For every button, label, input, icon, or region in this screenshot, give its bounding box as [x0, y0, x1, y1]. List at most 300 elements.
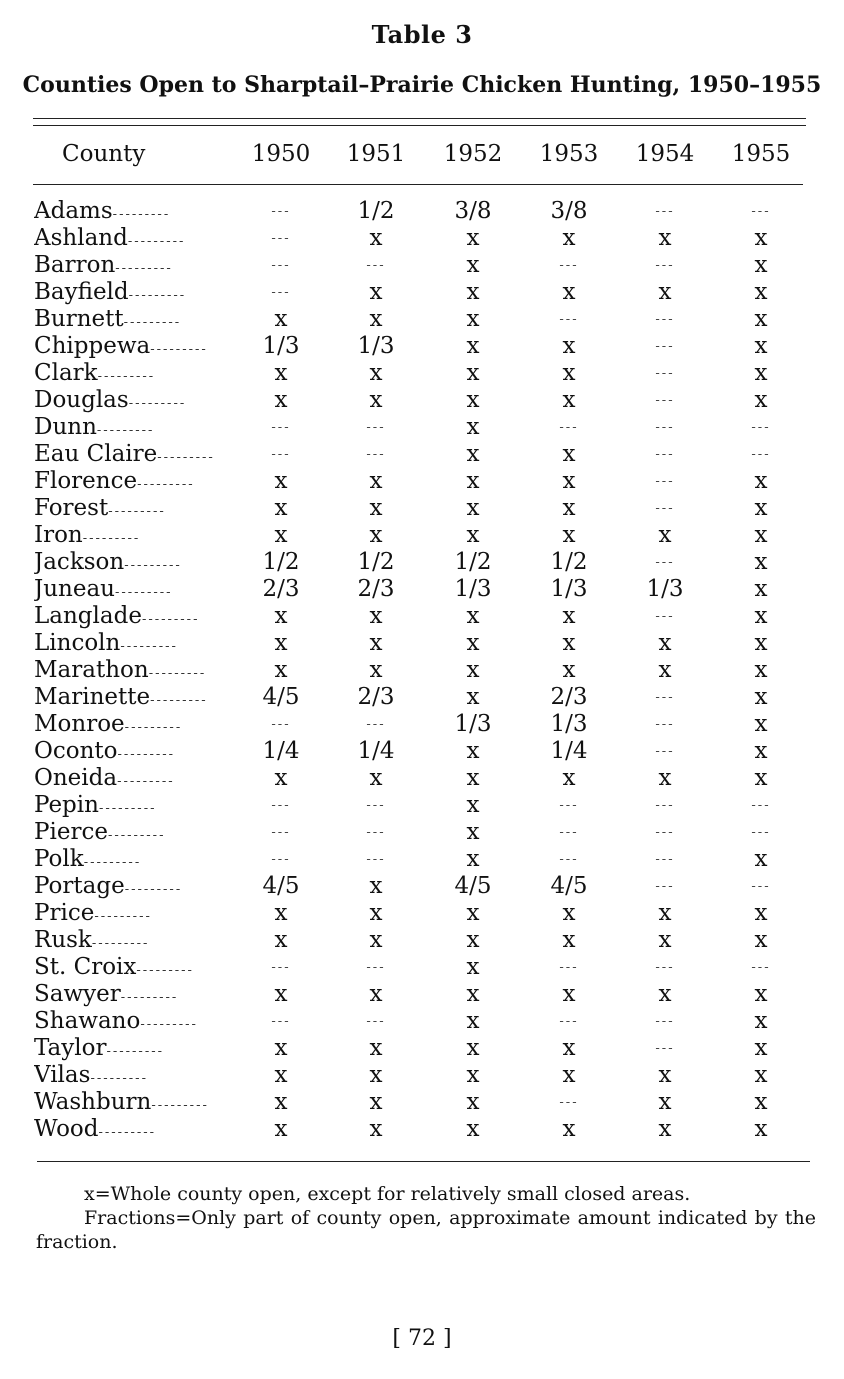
year-cell-1953: --- [559, 825, 579, 840]
year-cell-1952: x [466, 306, 480, 332]
year-cell-1951: 2/3 [357, 684, 395, 710]
leader-dots: --------- [150, 342, 208, 357]
year-cell-1953: x [562, 900, 576, 926]
county-label: Monroe [34, 711, 125, 737]
year-cell-1951: --- [366, 960, 386, 975]
leader-dots: --------- [97, 369, 156, 384]
year-cell-1950: --- [271, 420, 291, 435]
year-cell-1954: x [658, 657, 672, 683]
year-cell-1951: x [369, 1089, 383, 1115]
leader-dots: --------- [83, 855, 142, 870]
column-header-1955: 1955 [731, 141, 791, 167]
year-cell-1950: x [274, 603, 288, 629]
county-label: Juneau [34, 576, 115, 602]
leader-dots: --------- [128, 396, 187, 411]
year-cell-1954: --- [655, 717, 675, 732]
year-cell-1951: x [369, 873, 383, 899]
leader-dots: --------- [117, 774, 175, 789]
county-name [34, 279, 234, 309]
county-label: Florence [34, 468, 138, 494]
table-row [0, 306, 844, 333]
note-fractions: Fractions=Only part of county open, approximate amount indicated by the fraction. [36, 1207, 816, 1253]
year-cell-1952: x [466, 684, 480, 710]
year-cell-1955: --- [751, 960, 771, 975]
year-cell-1953: x [562, 765, 576, 791]
leader-dots: --------- [150, 693, 208, 708]
year-cell-1954: --- [655, 420, 675, 435]
county-label: Langlade [34, 603, 142, 629]
table-row [0, 252, 844, 279]
year-cell-1952: x [466, 738, 480, 764]
year-cell-1955: x [754, 252, 768, 278]
leader-dots: --------- [148, 666, 207, 681]
year-cell-1950: --- [271, 798, 291, 813]
year-cell-1953: --- [559, 312, 579, 327]
leader-dots: --------- [136, 963, 194, 978]
year-cell-1950: --- [271, 204, 291, 219]
table-row [0, 198, 844, 225]
county-name [34, 333, 234, 363]
county-label: Polk [34, 846, 84, 872]
year-cell-1950: x [274, 927, 288, 953]
table-row [0, 846, 844, 873]
leader-dots: --------- [124, 558, 182, 573]
year-cell-1953: x [562, 360, 576, 386]
county-name [34, 981, 234, 1011]
year-cell-1955: x [754, 603, 768, 629]
year-cell-1955: x [754, 522, 768, 548]
year-cell-1955: x [754, 549, 768, 575]
year-cell-1955: x [754, 846, 768, 872]
year-cell-1952: x [466, 252, 480, 278]
year-cell-1955: x [754, 900, 768, 926]
year-cell-1954: --- [655, 879, 675, 894]
year-cell-1952: x [466, 765, 480, 791]
leader-dots: --------- [82, 531, 141, 546]
year-cell-1951: x [369, 495, 383, 521]
table-row [0, 792, 844, 819]
year-cell-1953: 4/5 [550, 873, 588, 899]
county-label: Pierce [34, 819, 108, 845]
county-name [34, 1089, 234, 1119]
year-cell-1951: --- [366, 420, 386, 435]
leader-dots: --------- [124, 720, 183, 735]
year-cell-1952: x [466, 954, 480, 980]
table-row [0, 1089, 844, 1116]
year-cell-1955: x [754, 225, 768, 251]
year-cell-1955: x [754, 1008, 768, 1034]
year-cell-1953: --- [559, 420, 579, 435]
year-cell-1951: x [369, 765, 383, 791]
leader-dots: --------- [120, 639, 178, 654]
year-cell-1954: --- [655, 825, 675, 840]
year-cell-1951: x [369, 603, 383, 629]
county-label: Oneida [34, 765, 118, 791]
year-cell-1955: --- [751, 825, 771, 840]
table-header [0, 141, 844, 177]
year-cell-1953: x [562, 1035, 576, 1061]
year-cell-1953: 1/2 [550, 549, 588, 575]
year-cell-1950: --- [271, 285, 291, 300]
year-cell-1953: --- [559, 1014, 579, 1029]
table-notes [36, 1182, 816, 1254]
leader-dots: --------- [91, 936, 150, 951]
header-rule [33, 184, 803, 185]
year-cell-1950: x [274, 468, 288, 494]
table-row [0, 819, 844, 846]
bottom-rule [37, 1161, 810, 1162]
year-cell-1953: x [562, 279, 576, 305]
year-cell-1954: x [658, 981, 672, 1007]
year-cell-1955: --- [751, 879, 771, 894]
year-cell-1952: x [466, 657, 480, 683]
year-cell-1954: x [658, 1062, 672, 1088]
table-label: Table 3 [371, 20, 473, 49]
year-cell-1950: x [274, 1089, 288, 1115]
year-cell-1952: x [466, 1089, 480, 1115]
year-cell-1954: x [658, 279, 672, 305]
table-row [0, 1008, 844, 1035]
leader-dots: --------- [151, 1098, 209, 1113]
year-cell-1952: 3/8 [454, 198, 492, 224]
page-number: [ 72 ] [392, 1326, 452, 1351]
year-cell-1951: x [369, 900, 383, 926]
county-label: Marinette [34, 684, 151, 710]
year-cell-1950: x [274, 306, 288, 332]
year-cell-1951: x [369, 387, 383, 413]
county-label: Bayfield [34, 279, 129, 305]
year-cell-1951: x [369, 1062, 383, 1088]
year-cell-1952: x [466, 603, 480, 629]
year-cell-1951: 1/2 [357, 198, 395, 224]
county-name [34, 765, 234, 795]
year-cell-1952: x [466, 414, 480, 440]
year-cell-1955: x [754, 630, 768, 656]
year-cell-1950: 1/3 [262, 333, 300, 359]
year-cell-1950: x [274, 1062, 288, 1088]
county-label: Washburn [34, 1089, 152, 1115]
county-label: Oconto [34, 738, 118, 764]
county-label: Shawano [34, 1008, 141, 1034]
county-name [34, 225, 234, 255]
year-cell-1951: x [369, 522, 383, 548]
year-cell-1955: --- [751, 204, 771, 219]
year-cell-1953: x [562, 657, 576, 683]
year-cell-1951: --- [366, 717, 386, 732]
county-name [34, 1008, 234, 1038]
year-cell-1955: x [754, 684, 768, 710]
county-label: Clark [34, 360, 98, 386]
county-name [34, 927, 234, 957]
county-label: Wood [34, 1116, 99, 1142]
county-name [34, 252, 234, 282]
year-cell-1951: 1/4 [357, 738, 395, 764]
table-row [0, 630, 844, 657]
table-row [0, 495, 844, 522]
county-label: Vilas [34, 1062, 91, 1088]
county-label: Adams [34, 198, 113, 224]
year-cell-1954: --- [655, 744, 675, 759]
year-cell-1954: --- [655, 1041, 675, 1056]
year-cell-1953: --- [559, 1095, 579, 1110]
year-cell-1952: x [466, 360, 480, 386]
leader-dots: --------- [107, 828, 166, 843]
year-cell-1954: x [658, 1116, 672, 1142]
year-cell-1954: --- [655, 366, 675, 381]
year-cell-1954: x [658, 630, 672, 656]
year-cell-1950: 1/4 [262, 738, 300, 764]
county-name [34, 819, 234, 849]
year-cell-1950: x [274, 360, 288, 386]
leader-dots: --------- [106, 1044, 165, 1059]
year-cell-1950: x [274, 900, 288, 926]
year-cell-1952: x [466, 1062, 480, 1088]
leader-dots: --------- [124, 882, 183, 897]
county-name [34, 441, 234, 471]
county-label: Eau Claire [34, 441, 158, 467]
county-name [34, 711, 234, 741]
year-cell-1954: x [658, 522, 672, 548]
county-name [34, 1062, 234, 1092]
leader-dots: --------- [114, 585, 173, 600]
year-cell-1955: x [754, 387, 768, 413]
year-cell-1950: --- [271, 258, 291, 273]
year-cell-1953: x [562, 225, 576, 251]
year-cell-1950: x [274, 1116, 288, 1142]
column-header-1953: 1953 [539, 141, 599, 167]
county-label: Barron [34, 252, 116, 278]
year-cell-1954: --- [655, 960, 675, 975]
year-cell-1952: x [466, 819, 480, 845]
column-header-1951: 1951 [346, 141, 406, 167]
year-cell-1955: x [754, 1062, 768, 1088]
table-row [0, 1035, 844, 1062]
year-cell-1953: --- [559, 960, 579, 975]
table-body [0, 198, 844, 1143]
county-label: Sawyer [34, 981, 121, 1007]
leader-dots: --------- [141, 612, 200, 627]
county-name [34, 630, 234, 660]
year-cell-1951: --- [366, 825, 386, 840]
leader-dots: --------- [98, 801, 157, 816]
top-rule-second [33, 125, 806, 126]
year-cell-1953: 2/3 [550, 684, 588, 710]
year-cell-1953: x [562, 495, 576, 521]
leader-dots: --------- [128, 288, 187, 303]
year-cell-1952: 1/3 [454, 576, 492, 602]
year-cell-1954: x [658, 1089, 672, 1115]
year-cell-1950: x [274, 1035, 288, 1061]
year-cell-1952: x [466, 225, 480, 251]
year-cell-1954: 1/3 [646, 576, 684, 602]
leader-dots: --------- [123, 315, 182, 330]
year-cell-1952: x [466, 495, 480, 521]
column-header-1950: 1950 [251, 141, 311, 167]
county-name [34, 1035, 234, 1065]
year-cell-1954: --- [655, 690, 675, 705]
year-cell-1950: --- [271, 1014, 291, 1029]
county-label: Burnett [34, 306, 124, 332]
county-label: Portage [34, 873, 125, 899]
county-label: Dunn [34, 414, 97, 440]
year-cell-1952: x [466, 1008, 480, 1034]
county-name [34, 576, 234, 606]
year-cell-1954: --- [655, 609, 675, 624]
year-cell-1954: --- [655, 798, 675, 813]
county-name [34, 846, 234, 876]
county-label: Taylor [34, 1035, 107, 1061]
year-cell-1955: --- [751, 420, 771, 435]
year-cell-1953: x [562, 1062, 576, 1088]
leader-dots: --------- [98, 1125, 157, 1140]
year-cell-1952: x [466, 792, 480, 818]
leader-dots: --------- [117, 747, 176, 762]
year-cell-1951: x [369, 630, 383, 656]
table-row [0, 522, 844, 549]
top-rule [33, 118, 806, 119]
table-row [0, 333, 844, 360]
year-cell-1955: --- [751, 447, 771, 462]
year-cell-1955: x [754, 765, 768, 791]
year-cell-1955: x [754, 981, 768, 1007]
year-cell-1950: --- [271, 717, 291, 732]
leader-dots: --------- [108, 504, 166, 519]
year-cell-1951: 1/3 [357, 333, 395, 359]
leader-dots: --------- [94, 909, 152, 924]
year-cell-1952: 1/2 [454, 549, 492, 575]
column-header-county: County [62, 141, 146, 167]
year-cell-1951: 1/2 [357, 549, 395, 575]
year-cell-1955: x [754, 576, 768, 602]
county-label: Chippewa [34, 333, 151, 359]
year-cell-1954: --- [655, 258, 675, 273]
table-row [0, 225, 844, 252]
year-cell-1952: x [466, 1116, 480, 1142]
table-row [0, 414, 844, 441]
leader-dots: --------- [90, 1071, 148, 1086]
year-cell-1954: --- [655, 204, 675, 219]
year-cell-1953: 3/8 [550, 198, 588, 224]
year-cell-1953: x [562, 441, 576, 467]
year-cell-1955: x [754, 1116, 768, 1142]
county-name [34, 414, 234, 444]
year-cell-1952: x [466, 333, 480, 359]
year-cell-1953: x [562, 522, 576, 548]
county-label: Forest [34, 495, 109, 521]
table-row [0, 576, 844, 603]
table-row [0, 900, 844, 927]
year-cell-1950: x [274, 657, 288, 683]
year-cell-1950: x [274, 981, 288, 1007]
year-cell-1951: x [369, 1116, 383, 1142]
year-cell-1952: x [466, 279, 480, 305]
year-cell-1951: --- [366, 852, 386, 867]
table-row [0, 468, 844, 495]
county-name [34, 1116, 234, 1146]
leader-dots: --------- [137, 477, 195, 492]
year-cell-1955: x [754, 657, 768, 683]
year-cell-1953: x [562, 981, 576, 1007]
year-cell-1950: x [274, 387, 288, 413]
table-row [0, 279, 844, 306]
table-row [0, 387, 844, 414]
table-row [0, 1116, 844, 1143]
table-row [0, 657, 844, 684]
year-cell-1951: x [369, 360, 383, 386]
year-cell-1950: --- [271, 231, 291, 246]
year-cell-1950: 4/5 [262, 684, 300, 710]
county-name [34, 387, 234, 417]
county-label: Pepin [34, 792, 99, 818]
county-name [34, 306, 234, 336]
year-cell-1955: x [754, 306, 768, 332]
leader-dots: --------- [127, 234, 186, 249]
county-name [34, 900, 234, 930]
leader-dots: --------- [115, 261, 173, 276]
column-header-1952: 1952 [443, 141, 503, 167]
leader-dots: --------- [120, 990, 179, 1005]
year-cell-1953: --- [559, 852, 579, 867]
county-name [34, 792, 234, 822]
year-cell-1955: x [754, 495, 768, 521]
county-name [34, 657, 234, 687]
county-label: Price [34, 900, 95, 926]
year-cell-1951: x [369, 981, 383, 1007]
county-name [34, 684, 234, 714]
table-row [0, 1062, 844, 1089]
year-cell-1953: 1/4 [550, 738, 588, 764]
year-cell-1954: --- [655, 501, 675, 516]
year-cell-1955: x [754, 279, 768, 305]
year-cell-1950: --- [271, 960, 291, 975]
column-header-1954: 1954 [635, 141, 695, 167]
year-cell-1953: x [562, 387, 576, 413]
year-cell-1951: --- [366, 1014, 386, 1029]
year-cell-1950: 1/2 [262, 549, 300, 575]
county-name [34, 738, 234, 768]
county-label: Douglas [34, 387, 129, 413]
county-name [34, 495, 234, 525]
table-row [0, 360, 844, 387]
table-row [0, 711, 844, 738]
year-cell-1952: x [466, 981, 480, 1007]
year-cell-1952: x [466, 522, 480, 548]
year-cell-1953: x [562, 333, 576, 359]
year-cell-1954: --- [655, 393, 675, 408]
county-name [34, 549, 234, 579]
year-cell-1951: x [369, 657, 383, 683]
table-row [0, 927, 844, 954]
year-cell-1953: 1/3 [550, 711, 588, 737]
year-cell-1952: x [466, 441, 480, 467]
leader-dots: --------- [140, 1017, 198, 1032]
county-label: Jackson [34, 549, 125, 575]
county-name [34, 468, 234, 498]
year-cell-1950: 2/3 [262, 576, 300, 602]
year-cell-1950: x [274, 765, 288, 791]
county-label: Rusk [34, 927, 92, 953]
year-cell-1951: --- [366, 258, 386, 273]
table-row [0, 603, 844, 630]
year-cell-1954: --- [655, 312, 675, 327]
year-cell-1955: x [754, 927, 768, 953]
year-cell-1954: x [658, 900, 672, 926]
year-cell-1955: x [754, 711, 768, 737]
leader-dots: --------- [96, 423, 155, 438]
year-cell-1950: x [274, 522, 288, 548]
year-cell-1951: x [369, 1035, 383, 1061]
year-cell-1950: x [274, 495, 288, 521]
